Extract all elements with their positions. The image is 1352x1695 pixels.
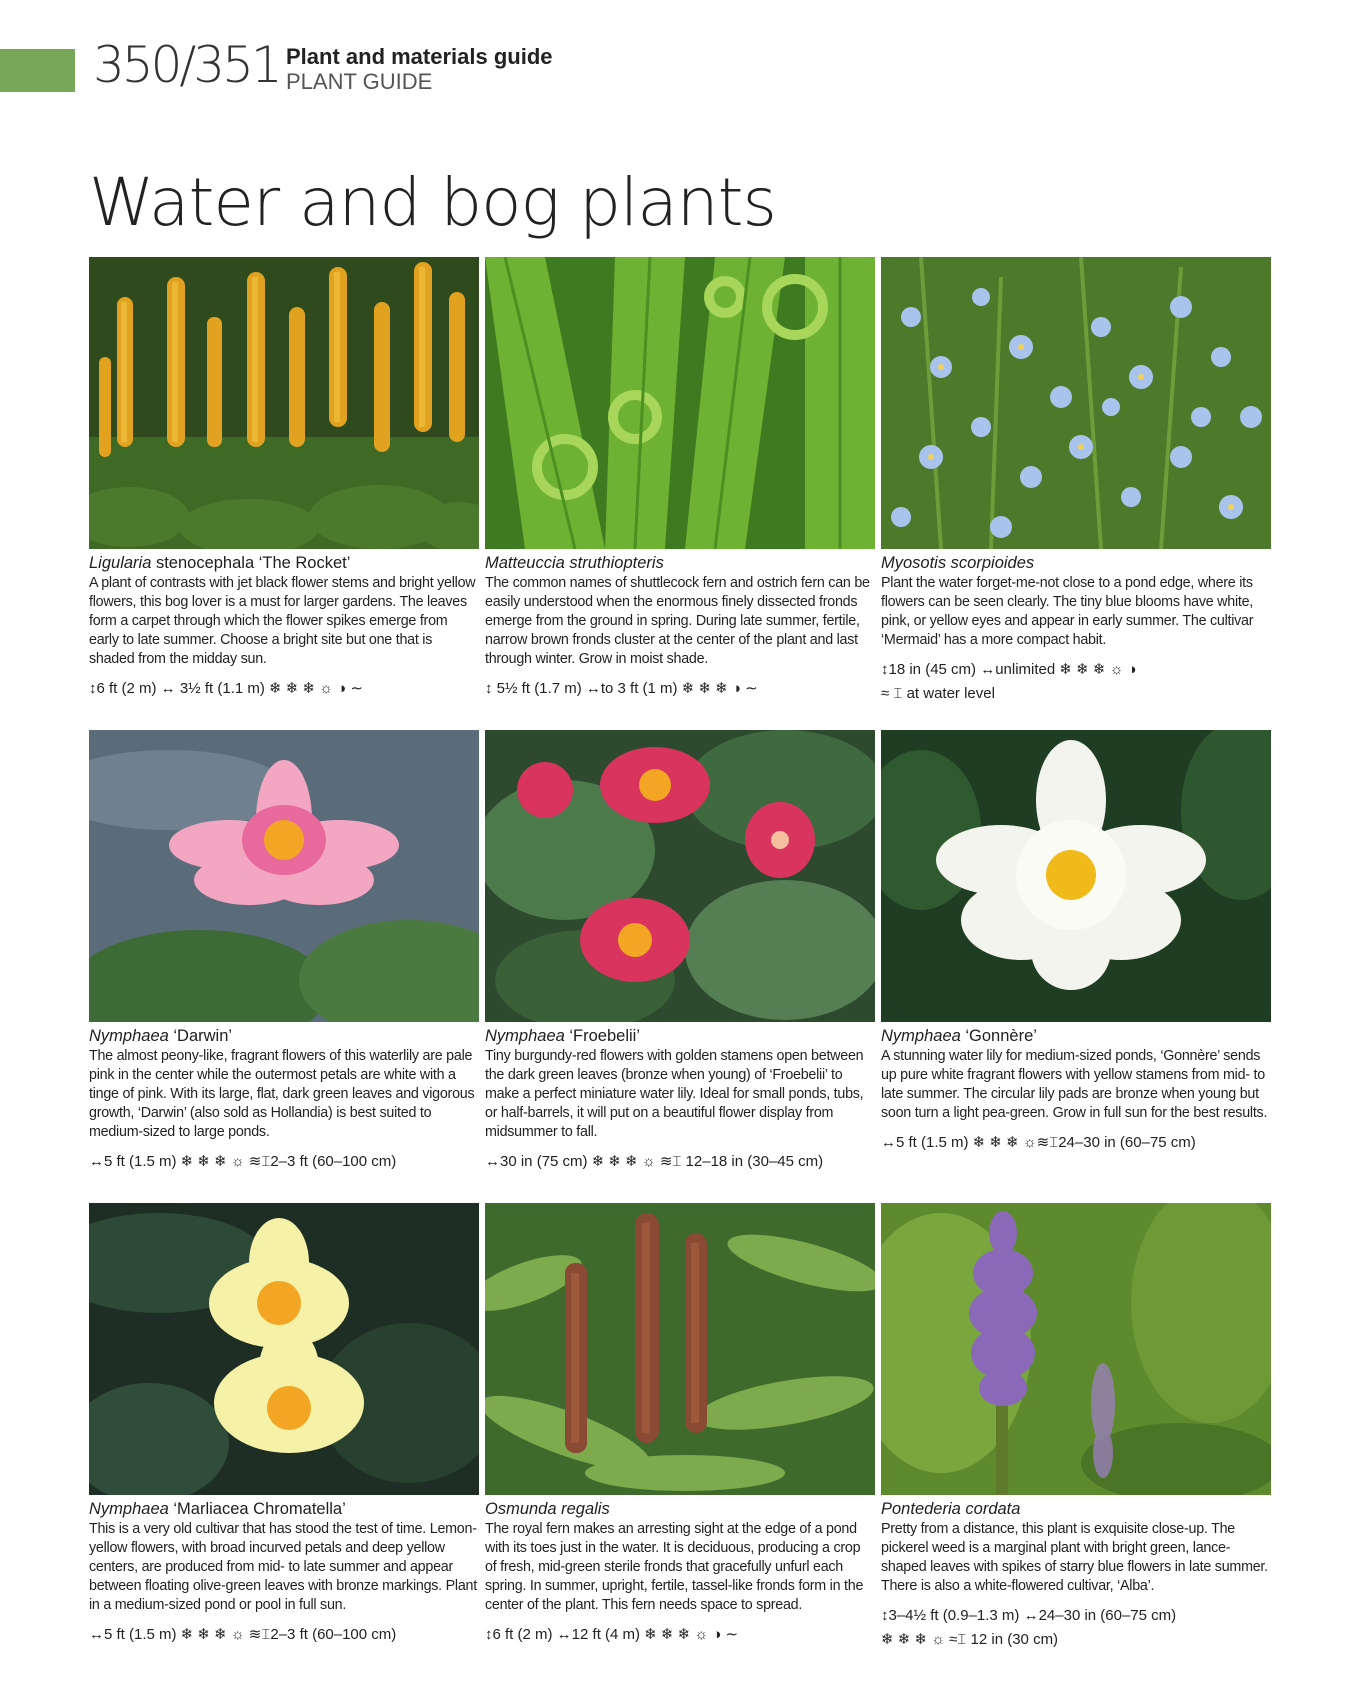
plant-photo-ligularia <box>89 257 479 549</box>
section-color-tab <box>0 49 75 92</box>
plant-card-nymphaea-marliacea <box>89 1203 479 1647</box>
plant-card-pontederia <box>881 1203 1271 1652</box>
plant-description: Plant the water forget-me-not close to a pond edge, where its flowers can be seen clearly. The tiny blue blooms have white, pink, or yellow eyes and appear in early summer. The cultivar ‘Mermaid’ has a more compact habit. <box>881 574 1254 648</box>
plant-photo-nymphaea-froebelii <box>485 730 875 1022</box>
section-title: Plant and materials guide <box>286 44 553 69</box>
plant-card-nymphaea-gonnere <box>881 730 1271 1155</box>
plant-photo-nymphaea-marliacea <box>89 1203 479 1495</box>
plant-photo-matteuccia <box>485 257 875 549</box>
plant-description: Pretty from a distance, this plant is exquisite close-up. The pickerel weed is a marginal plant with bright green, lance-shaped leaves with spikes of starry blue flowers in late summer. There is also a white-flowered cultivar, ‘Alba’. <box>881 1520 1268 1594</box>
plant-stats: ↕6 ft (2 m) ↔ 3½ ft (1.1 m) ❄ ❄ ❄ ☼ ◑ ∼ <box>89 679 363 697</box>
plant-photo-myosotis <box>881 257 1271 549</box>
plant-name: Ligularia stenocephala ‘The Rocket’ <box>89 554 351 572</box>
plant-card-nymphaea-darwin <box>89 730 479 1174</box>
plant-stats: ↕6 ft (2 m) ↔12 ft (4 m) ❄ ❄ ❄ ☼ ◑ ∼ <box>485 1625 739 1643</box>
plant-card-osmunda <box>485 1203 875 1647</box>
plant-stats: ↕3–4½ ft (0.9–1.3 m) ↔24–30 in (60–75 cm) ❄ ❄ ❄ ☼ ≈⌶ 12 in (30 cm) <box>881 1606 1177 1648</box>
plant-card-myosotis <box>881 257 1271 706</box>
plant-name: Myosotis scorpioides <box>881 554 1035 572</box>
section-subtitle: PLANT GUIDE <box>286 69 433 94</box>
page-numbers: 350/351 <box>93 36 280 94</box>
plant-photo-nymphaea-darwin <box>89 730 479 1022</box>
plant-card-matteuccia <box>485 257 875 701</box>
plant-stats: ↕18 in (45 cm) ↔unlimited ❄ ❄ ❄ ☼ ◑ ≈ ⌶ at water level <box>881 660 1137 702</box>
plant-description: A plant of contrasts with jet black flower stems and bright yellow flowers, this bog lover is a must for larger gardens. The leaves form a carpet through which the flower spikes emerge from early to late summer. Choose a bright site but one that is shaded from the midday sun. <box>89 574 476 667</box>
plant-name: Osmunda regalis <box>485 1500 610 1518</box>
plant-description: Tiny burgundy-red flowers with golden stamens open between the dark green leaves (bronze when young) of ‘Froebelii’ to make a perfect miniature water lily. Ideal for small ponds, tubs, or half-barrels, it will put on a beautiful flower display from midsummer to fall. <box>485 1047 864 1140</box>
plant-description: This is a very old cultivar that has stood the test of time. Lemon-yellow flowers, with broad incurved petals and deep yellow centers, are produced from mid- to late summer and appear between floating olive-green leaves with bronze markings. Plant in a medium-sized pond or pool in full sun. <box>89 1520 477 1613</box>
plant-description: The common names of shuttlecock fern and ostrich fern can be easily understood when the enormous finely dissected fronds emerge from the ground in spring. During late summer, fertile, narrow brown fronds cluster at the center of the plant and last through winter. Grow in moist shade. <box>485 574 870 667</box>
plant-stats: ↔5 ft (1.5 m) ❄ ❄ ❄ ☼ ≋⌶2–3 ft (60–100 cm) <box>89 1152 397 1170</box>
plant-name: Pontederia cordata <box>881 1500 1021 1518</box>
plant-stats: ↔5 ft (1.5 m) ❄ ❄ ❄ ☼≋⌶24–30 in (60–75 cm) <box>881 1133 1196 1151</box>
plant-stats: ↕ 5½ ft (1.7 m) ↔to 3 ft (1 m) ❄ ❄ ❄ ◑ ∼ <box>485 679 758 697</box>
plant-description: The royal fern makes an arresting sight at the edge of a pond with its toes just in the water. It is deciduous, producing a crop of fresh, mid-green sterile fronds that gracefully unfurl each spring. In summer, upright, fertile, tassel-like fronds form in the center of the plant. This fern needs space to spread. <box>485 1520 864 1613</box>
plant-stats: ↔5 ft (1.5 m) ❄ ❄ ❄ ☼ ≋⌶2–3 ft (60–100 cm) <box>89 1625 397 1643</box>
plant-stats: ↔30 in (75 cm) ❄ ❄ ❄ ☼ ≋⌶ 12–18 in (30–45 cm) <box>485 1152 824 1170</box>
plant-name: Nymphaea ‘Gonnère’ <box>881 1027 1037 1045</box>
plant-photo-nymphaea-gonnere <box>881 730 1271 1022</box>
plant-photo-pontederia <box>881 1203 1271 1495</box>
plant-card-nymphaea-froebelii <box>485 730 875 1174</box>
page-title: Water and bog plants <box>89 164 776 241</box>
plant-photo-osmunda <box>485 1203 875 1495</box>
plant-description: The almost peony-like, fragrant flowers of this waterlily are pale pink in the center while the outermost petals are white with a tinge of pink. With its large, flat, dark green leaves and vigorous growth, ‘Darwin’ (also sold as Hollandia) is best suited to medium-sized to large ponds. <box>89 1047 475 1140</box>
plant-name: Nymphaea ‘Darwin’ <box>89 1027 233 1045</box>
plant-name: Nymphaea ‘Froebelii’ <box>485 1027 640 1045</box>
plant-card-ligularia <box>89 257 479 701</box>
plant-description: A stunning water lily for medium-sized ponds, ‘Gonnère’ sends up pure white fragrant flowers with yellow stamens from mid- to late summer. The circular lily pads are bronze when young but soon turn a light pea-green. Grow in full sun for the best results. <box>881 1047 1268 1121</box>
plant-name: Nymphaea ‘Marliacea Chromatella’ <box>89 1500 346 1518</box>
plant-name: Matteuccia struthiopteris <box>485 554 664 572</box>
